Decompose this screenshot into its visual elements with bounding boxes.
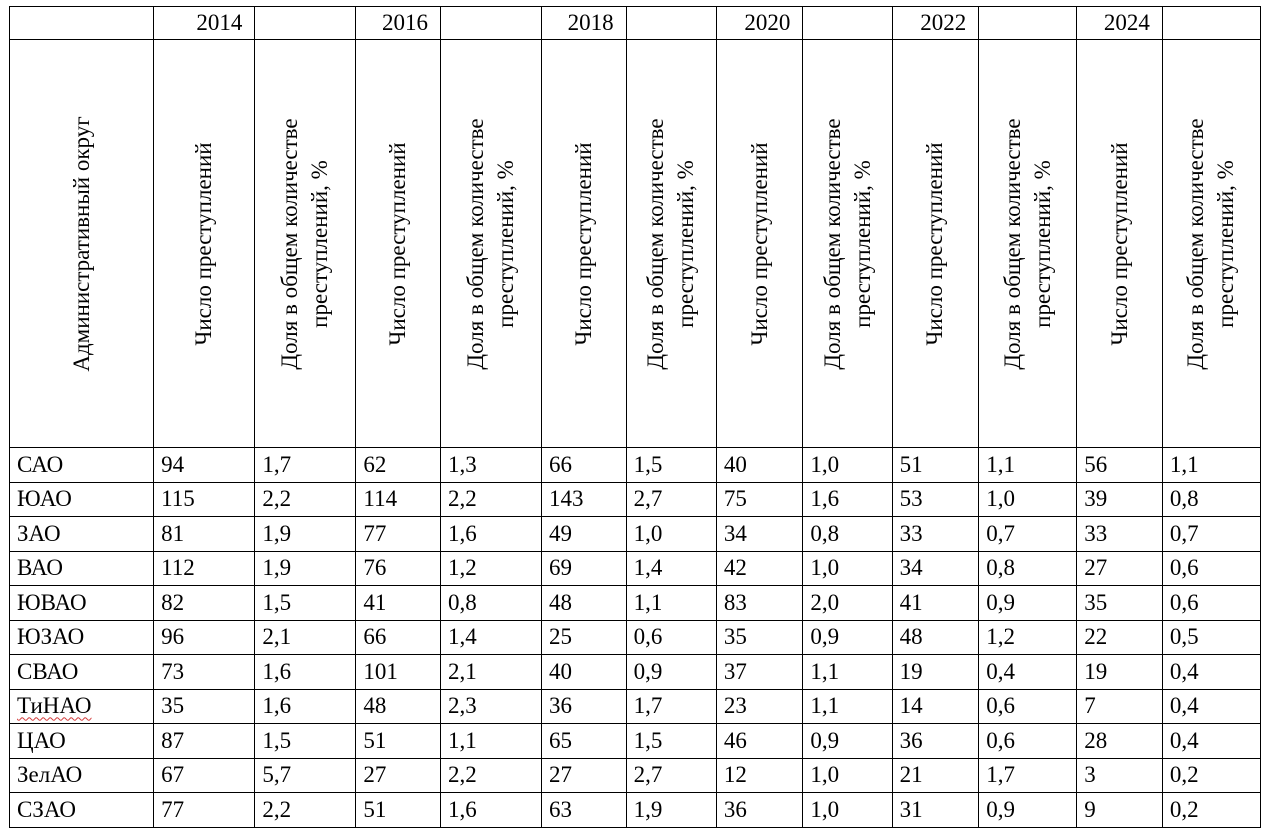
district-name: СЗАО — [17, 796, 76, 822]
crime-share-cell: 1,0 — [803, 758, 892, 793]
crime-count-cell: 9 — [1077, 793, 1163, 828]
share-header-cell — [441, 40, 542, 448]
crime-share-cell: 0,8 — [803, 517, 892, 552]
crime-share-cell: 1,5 — [255, 586, 356, 621]
table-row — [10, 689, 1261, 724]
crime-count-cell: 66 — [356, 620, 441, 655]
district-cell — [10, 586, 154, 621]
empty-year-cell — [1162, 7, 1260, 40]
district-cell — [10, 482, 154, 517]
crime-count-cell: 83 — [716, 586, 803, 621]
empty-year-cell — [626, 7, 716, 40]
district-cell — [10, 448, 154, 483]
crime-share-cell: 0,9 — [803, 724, 892, 759]
crime-count-cell: 41 — [356, 586, 441, 621]
crime-share-cell: 0,9 — [626, 655, 716, 690]
crime-count-cell: 73 — [154, 655, 255, 690]
count-header: Число преступлений — [746, 141, 772, 346]
crime-share-cell: 0,2 — [1162, 758, 1260, 793]
crime-share-cell: 1,9 — [255, 551, 356, 586]
crime-share-cell: 1,3 — [441, 448, 542, 483]
crime-share-cell: 0,8 — [441, 586, 542, 621]
crime-count-cell: 21 — [892, 758, 979, 793]
share-header: Доля в общем количестве преступлений, % — [643, 117, 699, 370]
crime-count-cell: 27 — [1077, 551, 1163, 586]
district-name: ТиНАО — [17, 693, 92, 719]
crime-share-cell: 1,5 — [626, 724, 716, 759]
crime-count-cell: 12 — [716, 758, 803, 793]
crime-share-cell: 1,6 — [441, 517, 542, 552]
district-cell — [10, 620, 154, 655]
count-header: Число преступлений — [570, 141, 596, 346]
crime-share-cell: 2,1 — [441, 655, 542, 690]
empty-year-cell — [979, 7, 1077, 40]
crime-count-cell: 75 — [716, 482, 803, 517]
crime-share-cell: 1,1 — [1162, 448, 1260, 483]
crime-count-cell: 82 — [154, 586, 255, 621]
crime-share-cell: 2,2 — [255, 482, 356, 517]
crime-share-cell: 0,7 — [979, 517, 1077, 552]
crime-count-cell: 34 — [892, 551, 979, 586]
share-header-cell — [1162, 40, 1260, 448]
district-name: САО — [17, 451, 64, 477]
count-header-cell — [154, 40, 255, 448]
column-header-row — [10, 40, 1261, 448]
crime-share-cell: 1,6 — [803, 482, 892, 517]
share-header-cell — [979, 40, 1077, 448]
share-header-cell — [626, 40, 716, 448]
district-name: ЗелАО — [17, 762, 83, 788]
crime-count-cell: 40 — [542, 655, 627, 690]
crime-share-cell: 0,2 — [1162, 793, 1260, 828]
count-header: Число преступлений — [922, 141, 948, 346]
crime-count-cell: 112 — [154, 551, 255, 586]
crime-share-cell: 0,6 — [979, 689, 1077, 724]
count-header-cell — [892, 40, 979, 448]
table-row — [10, 793, 1261, 828]
crime-count-cell: 33 — [892, 517, 979, 552]
crime-share-cell: 2,7 — [626, 758, 716, 793]
crime-share-cell: 1,0 — [626, 517, 716, 552]
district-name: ВАО — [17, 555, 63, 581]
district-cell — [10, 793, 154, 828]
year-cell: 2016 — [356, 7, 441, 40]
crime-count-cell: 143 — [542, 482, 627, 517]
crime-share-cell: 5,7 — [255, 758, 356, 793]
crime-count-cell: 77 — [154, 793, 255, 828]
crime-count-cell: 31 — [892, 793, 979, 828]
count-header-cell — [1077, 40, 1163, 448]
district-name: ЮЗАО — [17, 624, 85, 650]
crime-count-cell: 27 — [542, 758, 627, 793]
crime-share-cell: 1,7 — [979, 758, 1077, 793]
crime-share-cell: 1,5 — [255, 724, 356, 759]
district-cell — [10, 758, 154, 793]
crime-share-cell: 0,9 — [803, 620, 892, 655]
crime-share-cell: 0,5 — [1162, 620, 1260, 655]
crime-count-cell: 48 — [542, 586, 627, 621]
crime-count-cell: 36 — [716, 793, 803, 828]
year-cell: 2024 — [1077, 7, 1163, 40]
crime-share-cell: 0,8 — [979, 551, 1077, 586]
crime-share-cell: 2,1 — [255, 620, 356, 655]
crime-share-cell: 1,7 — [255, 448, 356, 483]
year-cell: 2022 — [892, 7, 979, 40]
district-name: СВАО — [17, 658, 79, 684]
count-header: Число преступлений — [191, 141, 217, 346]
crime-share-cell: 1,1 — [441, 724, 542, 759]
count-header: Число преступлений — [1106, 141, 1132, 346]
share-header-cell — [803, 40, 892, 448]
crime-count-cell: 35 — [716, 620, 803, 655]
table-row — [10, 655, 1261, 690]
district-name: ЮВАО — [17, 589, 87, 615]
crime-count-cell: 36 — [542, 689, 627, 724]
crime-share-cell: 1,2 — [441, 551, 542, 586]
crime-count-cell: 46 — [716, 724, 803, 759]
crime-count-cell: 63 — [542, 793, 627, 828]
crime-count-cell: 34 — [716, 517, 803, 552]
crime-count-cell: 62 — [356, 448, 441, 483]
district-cell — [10, 724, 154, 759]
crime-count-cell: 48 — [892, 620, 979, 655]
crime-count-cell: 66 — [542, 448, 627, 483]
district-cell — [10, 551, 154, 586]
crime-share-cell: 1,6 — [255, 689, 356, 724]
crime-share-cell: 0,6 — [1162, 551, 1260, 586]
crime-share-cell: 1,6 — [441, 793, 542, 828]
share-header-cell — [255, 40, 356, 448]
crime-share-cell: 0,6 — [1162, 586, 1260, 621]
crime-share-cell: 1,4 — [626, 551, 716, 586]
crime-share-cell: 1,7 — [626, 689, 716, 724]
crime-share-cell: 1,6 — [255, 655, 356, 690]
crime-count-cell: 76 — [356, 551, 441, 586]
crime-count-cell: 115 — [154, 482, 255, 517]
count-header: Число преступлений — [385, 141, 411, 346]
crime-share-cell: 0,6 — [979, 724, 1077, 759]
crime-count-cell: 40 — [716, 448, 803, 483]
district-cell — [10, 655, 154, 690]
crime-share-cell: 2,2 — [441, 758, 542, 793]
crime-count-cell: 114 — [356, 482, 441, 517]
crime-share-cell: 2,7 — [626, 482, 716, 517]
table-row — [10, 551, 1261, 586]
crime-share-cell: 1,0 — [803, 551, 892, 586]
crime-share-cell: 1,0 — [803, 793, 892, 828]
table-row — [10, 620, 1261, 655]
crime-count-cell: 35 — [1077, 586, 1163, 621]
district-header: Административный округ — [68, 115, 94, 372]
crime-share-cell: 0,4 — [1162, 689, 1260, 724]
crime-count-cell: 65 — [542, 724, 627, 759]
count-header-cell — [356, 40, 441, 448]
crime-count-cell: 22 — [1077, 620, 1163, 655]
district-name: ЦАО — [17, 727, 66, 753]
crime-share-cell: 2,3 — [441, 689, 542, 724]
table-row — [10, 586, 1261, 621]
year-header-row — [10, 7, 1261, 40]
crime-count-cell: 7 — [1077, 689, 1163, 724]
crime-count-cell: 33 — [1077, 517, 1163, 552]
crime-count-cell: 14 — [892, 689, 979, 724]
crime-count-cell: 41 — [892, 586, 979, 621]
district-cell — [10, 689, 154, 724]
table-row — [10, 482, 1261, 517]
table-body — [10, 448, 1261, 828]
table-row — [10, 448, 1261, 483]
crime-count-cell: 56 — [1077, 448, 1163, 483]
crime-count-cell: 35 — [154, 689, 255, 724]
crime-share-cell: 1,2 — [979, 620, 1077, 655]
crime-share-cell: 1,0 — [979, 482, 1077, 517]
crime-share-cell: 0,4 — [1162, 724, 1260, 759]
crime-count-cell: 19 — [1077, 655, 1163, 690]
crime-share-cell: 0,9 — [979, 793, 1077, 828]
district-name: ЗАО — [17, 520, 61, 546]
crime-share-cell: 0,7 — [1162, 517, 1260, 552]
crime-count-cell: 87 — [154, 724, 255, 759]
crime-share-cell: 0,9 — [979, 586, 1077, 621]
crime-count-cell: 25 — [542, 620, 627, 655]
share-header: Доля в общем количестве преступлений, % — [1183, 117, 1239, 370]
share-header: Доля в общем количестве преступлений, % — [819, 117, 875, 370]
crime-share-cell: 0,4 — [979, 655, 1077, 690]
crime-share-cell: 1,9 — [255, 517, 356, 552]
empty-corner-cell — [10, 7, 154, 40]
crime-count-cell: 53 — [892, 482, 979, 517]
year-cell: 2014 — [154, 7, 255, 40]
crime-count-cell: 36 — [892, 724, 979, 759]
crime-statistics-table — [9, 6, 1261, 828]
crime-share-cell: 1,1 — [626, 586, 716, 621]
crime-count-cell: 23 — [716, 689, 803, 724]
crime-count-cell: 48 — [356, 689, 441, 724]
crime-count-cell: 42 — [716, 551, 803, 586]
crime-share-cell: 0,8 — [1162, 482, 1260, 517]
district-header-cell — [10, 40, 154, 448]
crime-share-cell: 2,2 — [255, 793, 356, 828]
crime-share-cell: 0,4 — [1162, 655, 1260, 690]
crime-count-cell: 101 — [356, 655, 441, 690]
crime-count-cell: 37 — [716, 655, 803, 690]
crime-share-cell: 2,2 — [441, 482, 542, 517]
empty-year-cell — [803, 7, 892, 40]
crime-share-cell: 1,0 — [803, 448, 892, 483]
share-header: Доля в общем количестве преступлений, % — [999, 117, 1055, 370]
share-header: Доля в общем количестве преступлений, % — [277, 117, 333, 370]
crime-count-cell: 27 — [356, 758, 441, 793]
crime-count-cell: 19 — [892, 655, 979, 690]
crime-share-cell: 2,0 — [803, 586, 892, 621]
crime-count-cell: 96 — [154, 620, 255, 655]
crime-share-cell: 1,9 — [626, 793, 716, 828]
crime-count-cell: 49 — [542, 517, 627, 552]
crime-share-cell: 1,1 — [803, 689, 892, 724]
table-row — [10, 758, 1261, 793]
crime-count-cell: 81 — [154, 517, 255, 552]
empty-year-cell — [441, 7, 542, 40]
crime-share-cell: 1,1 — [803, 655, 892, 690]
crime-count-cell: 69 — [542, 551, 627, 586]
crime-count-cell: 51 — [356, 724, 441, 759]
crime-count-cell: 28 — [1077, 724, 1163, 759]
empty-year-cell — [255, 7, 356, 40]
crime-count-cell: 51 — [892, 448, 979, 483]
table-row — [10, 517, 1261, 552]
crime-count-cell: 51 — [356, 793, 441, 828]
district-cell — [10, 517, 154, 552]
crime-share-cell: 1,5 — [626, 448, 716, 483]
year-cell: 2020 — [716, 7, 803, 40]
crime-count-cell: 94 — [154, 448, 255, 483]
district-name: ЮАО — [17, 486, 72, 512]
crime-count-cell: 3 — [1077, 758, 1163, 793]
crime-share-cell: 0,6 — [626, 620, 716, 655]
crime-count-cell: 77 — [356, 517, 441, 552]
count-header-cell — [716, 40, 803, 448]
share-header: Доля в общем количестве преступлений, % — [463, 117, 519, 370]
crime-count-cell: 67 — [154, 758, 255, 793]
count-header-cell — [542, 40, 627, 448]
crime-count-cell: 39 — [1077, 482, 1163, 517]
table-row — [10, 724, 1261, 759]
crime-share-cell: 1,4 — [441, 620, 542, 655]
crime-share-cell: 1,1 — [979, 448, 1077, 483]
year-cell: 2018 — [542, 7, 627, 40]
